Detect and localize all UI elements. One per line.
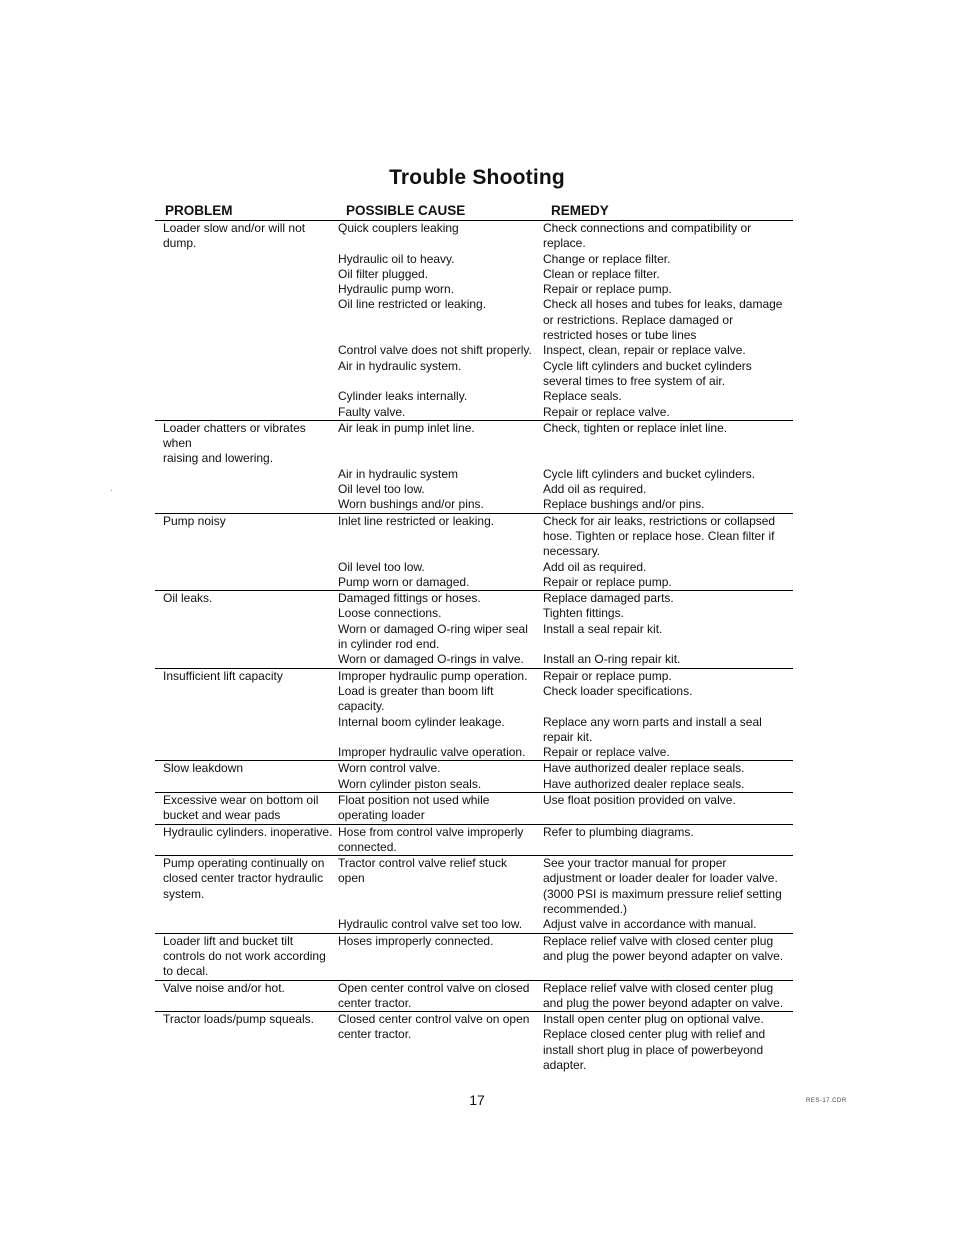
remedy-cell: Add oil as required.	[543, 559, 647, 574]
problem-group	[155, 1012, 793, 1073]
problem-group	[155, 793, 793, 825]
problem-cell: Excessive wear on bottom oil bucket and wear pads	[163, 792, 319, 823]
table-row	[155, 622, 793, 653]
table-row	[155, 267, 793, 282]
table-row	[155, 282, 793, 297]
remedy-cell: Repair or replace valve.	[543, 745, 670, 760]
remedy-cell: Clean or replace filter.	[543, 266, 660, 281]
problem-cell: Loader lift and bucket tilt controls do not work according to decal.	[163, 933, 326, 979]
remedy-cell: Replace relief valve with closed center plug and plug the power beyond adapter on valve.	[543, 933, 784, 963]
table-row	[155, 421, 793, 467]
cause-cell: Worn bushings and/or pins.	[338, 497, 484, 512]
cause-cell: Float position not used while operating loader	[338, 792, 490, 823]
cause-cell: Tractor control valve relief stuck open	[338, 856, 507, 886]
table-row	[155, 482, 793, 497]
problem-cell: Insufficient lift capacity	[163, 668, 283, 683]
cause-cell: Worn control valve.	[338, 761, 441, 776]
cause-cell: Hydraulic control valve set too low.	[338, 917, 523, 932]
remedy-cell: Have authorized dealer replace seals.	[543, 761, 745, 776]
table-row	[155, 297, 793, 343]
problem-cell: Loader chatters or vibrates when raising and lowering.	[163, 420, 306, 466]
cause-cell: Inlet line restricted or leaking.	[338, 513, 495, 528]
table-row	[155, 560, 793, 575]
table-row	[155, 669, 793, 684]
problem-cell	[155, 575, 336, 590]
remedy-cell: Cycle lift cylinders and bucket cylinders several times to free system of air.	[543, 358, 752, 388]
table-body	[155, 221, 793, 1073]
remedy-cell: Use float position provided on valve.	[543, 792, 736, 807]
table-row	[155, 221, 793, 252]
table-row	[155, 497, 793, 512]
problem-group	[155, 514, 793, 591]
cause-cell: Air in hydraulic system	[338, 466, 459, 481]
table-row	[155, 389, 793, 404]
table-row	[155, 777, 793, 792]
problem-cell	[155, 684, 336, 715]
remedy-cell: Replace relief valve with closed center plug and plug the power beyond adapter on valve.	[543, 980, 784, 1010]
remedy-cell: Replace bushings and/or pins.	[543, 497, 705, 512]
remedy-cell: Tighten fittings.	[543, 606, 624, 621]
problem-cell: Hydraulic cylinders. inoperative.	[163, 824, 333, 839]
remedy-cell: Repair or replace pump.	[543, 574, 672, 589]
cause-cell: Closed center control valve on open center tractor.	[338, 1012, 530, 1042]
cause-cell: Cylinder leaks internally.	[338, 389, 468, 404]
cause-cell: Load is greater than boom lift capacity.	[338, 683, 494, 714]
problem-cell	[155, 917, 336, 932]
table-row	[155, 745, 793, 760]
cause-cell: Internal boom cylinder leakage.	[338, 714, 505, 729]
problem-cell	[155, 497, 336, 512]
remedy-cell: Install a seal repair kit.	[543, 621, 663, 636]
header-remedy: REMEDY	[551, 203, 609, 218]
table-row	[155, 917, 793, 932]
table-row	[155, 856, 793, 917]
problem-cell	[155, 482, 336, 497]
problem-cell	[155, 282, 336, 297]
problem-cell	[155, 405, 336, 420]
problem-cell	[155, 715, 336, 746]
problem-cell: Loader slow and/or will not dump.	[163, 221, 306, 251]
page-title: Trouble Shooting	[389, 166, 565, 189]
remedy-cell: Replace damaged parts.	[543, 591, 674, 606]
remedy-cell: Have authorized dealer replace seals.	[543, 776, 745, 791]
remedy-cell: Change or replace filter.	[543, 251, 671, 266]
page-number: 17	[469, 1092, 485, 1108]
remedy-cell: Install an O-ring repair kit.	[543, 652, 681, 667]
cause-cell: Improper hydraulic valve operation.	[338, 745, 526, 760]
cause-cell: Oil filter plugged.	[338, 266, 429, 281]
remedy-cell: Repair or replace valve.	[543, 404, 670, 419]
table-row	[155, 981, 793, 1012]
cause-cell: Hydraulic oil to heavy.	[338, 251, 455, 266]
table-row	[155, 934, 793, 980]
problem-cell: Pump operating continually on closed center tractor hydraulic system.	[163, 856, 325, 901]
table-row	[155, 761, 793, 776]
cause-cell: Pump worn or damaged.	[338, 574, 470, 589]
problem-cell	[155, 359, 336, 390]
table-row	[155, 1012, 793, 1073]
remedy-cell: Repair or replace pump.	[543, 668, 672, 683]
remedy-cell: Replace any worn parts and install a seal repair kit.	[543, 714, 762, 744]
header-possible-cause: POSSIBLE CAUSE	[346, 203, 466, 218]
problem-group	[155, 761, 793, 793]
problem-cell	[155, 343, 336, 358]
troubleshooting-table	[155, 203, 793, 1073]
problem-cell	[155, 745, 336, 760]
remedy-cell: Inspect, clean, repair or replace valve.	[543, 343, 746, 358]
problem-cell	[155, 297, 336, 343]
problem-cell	[155, 252, 336, 267]
table-row	[155, 575, 793, 590]
problem-cell	[155, 389, 336, 404]
remedy-cell: Add oil as required.	[543, 482, 647, 497]
problem-cell: Tractor loads/pump squeals.	[163, 1012, 314, 1027]
cause-cell: Faulty valve.	[338, 404, 406, 419]
problem-cell: Slow leakdown	[163, 761, 244, 776]
cause-cell: Hoses improperly connected.	[338, 933, 494, 948]
table-row	[155, 684, 793, 715]
remedy-cell: Refer to plumbing diagrams.	[543, 824, 694, 839]
table-row	[155, 514, 793, 560]
table-header	[155, 203, 793, 221]
remedy-cell: Check for air leaks, restrictions or collapsed hose. Tighten or replace hose. Clean filter if necessary.	[543, 513, 776, 559]
problem-group	[155, 591, 793, 668]
remedy-cell: Replace seals.	[543, 389, 622, 404]
cause-cell: Hydraulic pump worn.	[338, 282, 455, 297]
remedy-cell: Check, tighten or replace inlet line.	[543, 420, 728, 435]
problem-cell: Pump noisy	[163, 513, 226, 528]
cause-cell: Oil line restricted or leaking.	[338, 297, 487, 312]
table-row	[155, 715, 793, 746]
table-row	[155, 405, 793, 420]
problem-group	[155, 221, 793, 421]
cause-cell: Worn or damaged O-ring wiper seal in cylinder rod end.	[338, 621, 528, 652]
remedy-cell: Adjust valve in accordance with manual.	[543, 917, 757, 932]
table-row	[155, 252, 793, 267]
cause-cell: Loose connections.	[338, 606, 442, 621]
table-row	[155, 793, 793, 824]
problem-group	[155, 981, 793, 1013]
problem-group	[155, 421, 793, 514]
cause-cell: Worn cylinder piston seals.	[338, 776, 482, 791]
cause-cell: Air in hydraulic system.	[338, 358, 462, 373]
table-row	[155, 606, 793, 621]
header-problem: PROBLEM	[165, 203, 233, 218]
remedy-cell: See your tractor manual for proper adjustment or loader dealer for loader valve. (3000 PSI is maximum pressure relief setting recommended.)	[543, 856, 782, 917]
cause-cell: Improper hydraulic pump operation.	[338, 668, 528, 683]
remedy-cell: Check all hoses and tubes for leaks, damage or restrictions. Replace damaged or restricted hoses or tube lines	[543, 297, 783, 343]
remedy-cell: Repair or replace pump.	[543, 282, 672, 297]
cause-cell: Worn or damaged O-rings in valve.	[338, 652, 524, 667]
cause-cell: Hose from control valve improperly connected.	[338, 824, 524, 854]
remedy-cell: Check connections and compatibility or replace.	[543, 221, 752, 251]
problem-cell	[155, 560, 336, 575]
problem-cell	[155, 606, 336, 621]
cause-cell: Air leak in pump inlet line.	[338, 420, 475, 435]
table-row	[155, 825, 793, 856]
problem-cell	[155, 652, 336, 667]
problem-cell	[155, 777, 336, 792]
problem-group	[155, 669, 793, 762]
problem-cell	[155, 267, 336, 282]
problem-cell: Oil leaks.	[163, 591, 213, 606]
table-row	[155, 343, 793, 358]
problem-cell: Valve noise and/or hot.	[163, 980, 285, 995]
cause-cell: Oil level too low.	[338, 559, 425, 574]
problem-group	[155, 825, 793, 857]
document-code: RES-17.CDR	[806, 1098, 847, 1104]
cause-cell: Control valve does not shift properly.	[338, 343, 532, 358]
remedy-cell: Install open center plug on optional valve. Replace closed center plug with relief and install short plug in place of powerbeyond adapter.	[543, 1012, 766, 1073]
cause-cell: Quick couplers leaking	[338, 221, 459, 235]
table-row	[155, 652, 793, 667]
cause-cell: Open center control valve on closed center tractor.	[338, 980, 530, 1010]
problem-cell	[155, 622, 336, 653]
cause-cell: Damaged fittings or hoses.	[338, 591, 481, 606]
problem-group	[155, 934, 793, 981]
table-row	[155, 591, 793, 606]
remedy-cell: Cycle lift cylinders and bucket cylinders.	[543, 466, 756, 481]
problem-cell	[155, 467, 336, 482]
remedy-cell: Check loader specifications.	[543, 683, 693, 698]
table-row	[155, 359, 793, 390]
cause-cell: Oil level too low.	[338, 482, 425, 497]
stray-mark: ·	[110, 486, 113, 495]
table-row	[155, 467, 793, 482]
problem-group	[155, 856, 793, 933]
